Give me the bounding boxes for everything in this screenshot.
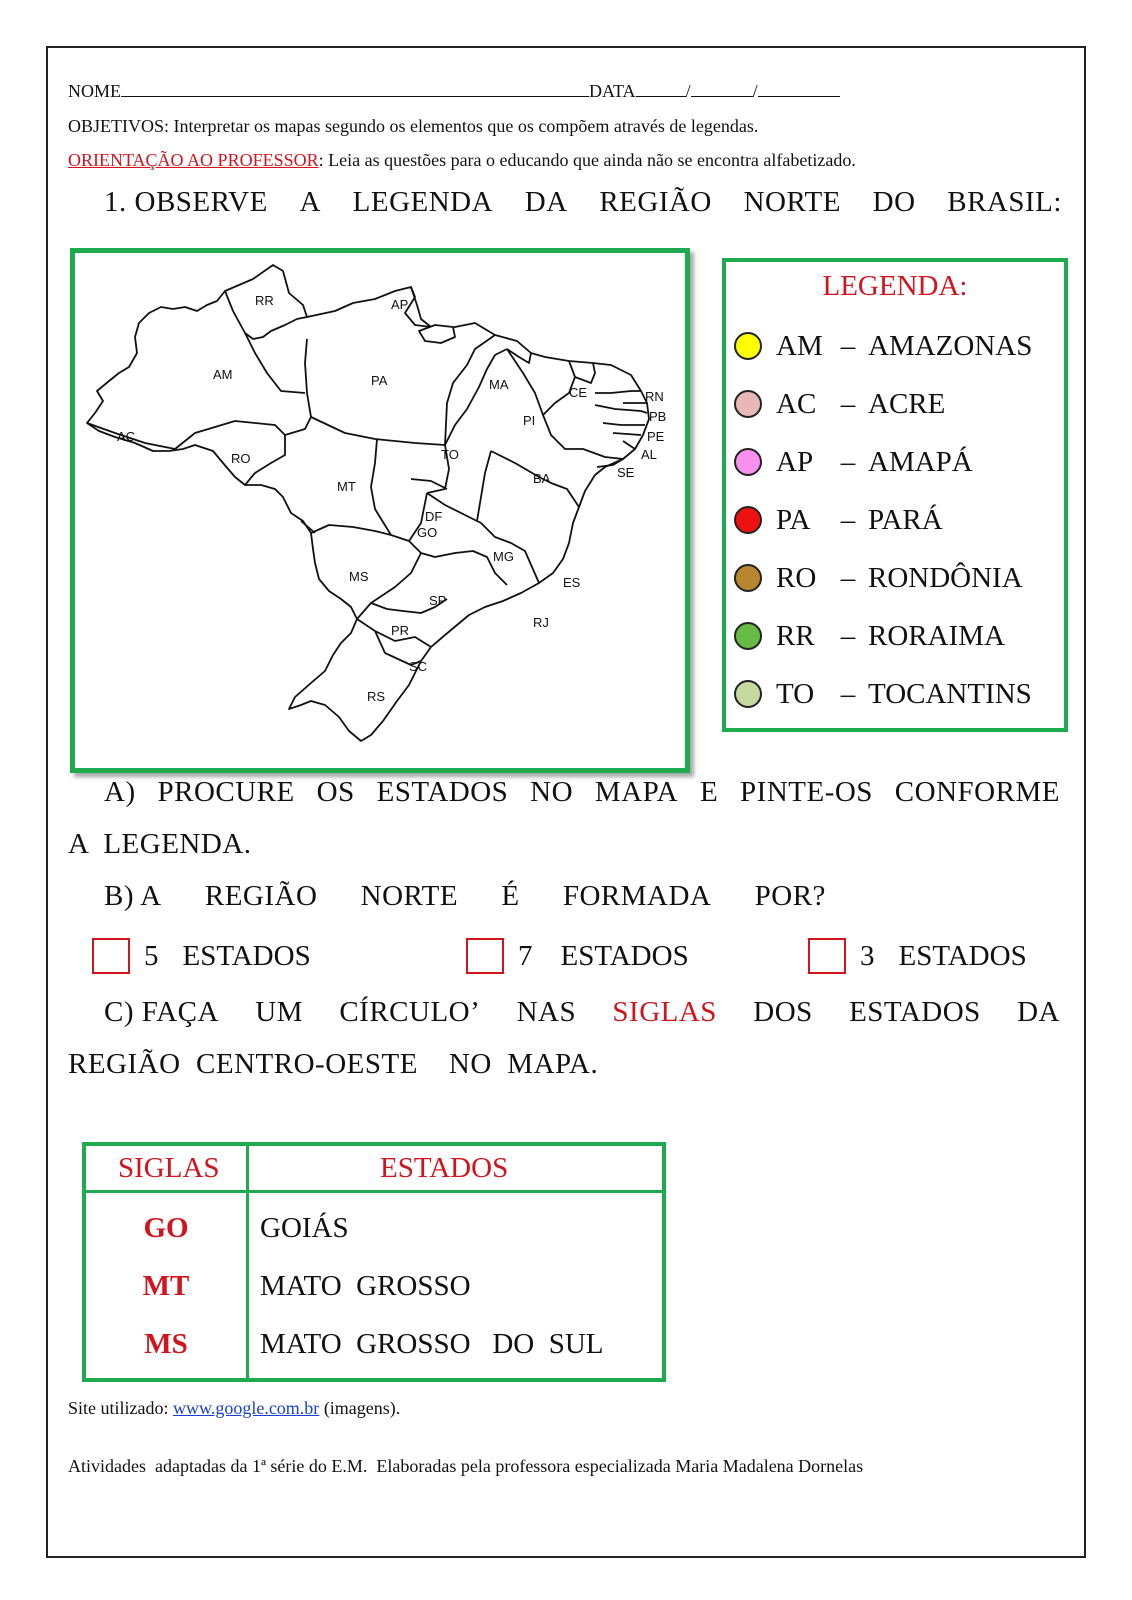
table-header-siglas: SIGLAS [118, 1152, 220, 1184]
brown-circle-icon [734, 564, 762, 592]
legend-item-ac: AC – ACRE [734, 384, 945, 424]
pink-circle-icon [734, 390, 762, 418]
legend-item-to: TO – TOCANTINS [734, 674, 1032, 714]
magenta-circle-icon [734, 448, 762, 476]
question-a-line1: A) PROCURE OS ESTADOS NO MAPA E PINTE-OS CONFORME [104, 776, 1060, 808]
table-sigla-mt: MT [142, 1270, 190, 1302]
map-label-mt: MT [337, 479, 356, 494]
map-label-rj: RJ [533, 615, 549, 630]
brazil-map[interactable] [70, 248, 690, 773]
table-divider-horizontal [86, 1190, 662, 1193]
checkbox-7[interactable] [466, 938, 504, 974]
legend-item-am: AM – AMAZONAS [734, 326, 1032, 366]
question-a-line2: A LEGENDA. [68, 828, 252, 860]
option-3-estados[interactable]: 3 ESTADOS [808, 938, 1027, 974]
map-label-es: ES [563, 575, 581, 590]
orientacao-label: ORIENTAÇÃO AO PROFESSOR [68, 150, 319, 170]
checkbox-3[interactable] [808, 938, 846, 974]
map-label-rr: RR [255, 293, 274, 308]
checkbox-5[interactable] [92, 938, 130, 974]
table-estado-goias: GOIÁS [260, 1212, 349, 1244]
map-label-pe: PE [647, 429, 665, 444]
map-label-se: SE [617, 465, 635, 480]
option-5-estados[interactable]: 5 ESTADOS [92, 938, 311, 974]
map-label-go: GO [417, 525, 438, 540]
yellow-circle-icon [734, 332, 762, 360]
map-label-ac: AC [117, 429, 136, 444]
name-line[interactable]: NOME DATA / / [68, 80, 840, 102]
question-b: B) A REGIÃO NORTE É FORMADA POR? [104, 880, 826, 912]
map-label-ce: CE [569, 385, 588, 400]
siglas-highlight: SIGLAS [612, 996, 717, 1028]
map-label-sp: SP [429, 593, 447, 608]
map-label-mg: MG [493, 549, 514, 564]
orientacao-line: ORIENTAÇÃO AO PROFESSOR: Leia as questões para o educando que ainda não se encontra alfabetizado. [68, 150, 856, 170]
table-estado-mato-grosso: MATO GROSSO [260, 1270, 471, 1302]
green-circle-icon [734, 622, 762, 650]
map-label-df: DF [425, 509, 443, 524]
map-label-rs: RS [367, 689, 386, 704]
legend-item-pa: PA – PARÁ [734, 500, 943, 540]
table-sigla-go: GO [143, 1212, 189, 1244]
map-label-am: AM [213, 367, 233, 382]
site-credit: Site utilizado: www.google.com.br (imagens). [68, 1398, 401, 1418]
legend-item-ap: AP – AMAPÁ [734, 442, 973, 482]
light-green-circle-icon [734, 680, 762, 708]
map-label-pb: PB [649, 409, 667, 424]
map-label-ro: RO [231, 451, 251, 466]
map-label-rn: RN [645, 389, 664, 404]
map-label-ap: AP [391, 297, 409, 312]
table-header-estados: ESTADOS [380, 1152, 509, 1184]
map-label-ms: MS [349, 569, 369, 584]
question-1: 1. OBSERVE A LEGENDA DA REGIÃO NORTE DO BRASIL: [104, 186, 1062, 218]
google-link[interactable]: www.google.com.br [173, 1398, 320, 1418]
map-label-pr: PR [391, 623, 410, 638]
table-sigla-ms: MS [144, 1328, 188, 1360]
table-estado-mato-grosso-do-sul: MATO GROSSO DO SUL [260, 1328, 604, 1360]
map-label-al: AL [641, 447, 657, 462]
legend-item-rr: RR – RORAIMA [734, 616, 1005, 656]
map-label-sc: SC [409, 659, 428, 674]
question-c-line2: REGIÃO CENTRO-OESTE NO MAPA. [68, 1048, 599, 1080]
legend-title: LEGENDA: [822, 270, 968, 302]
table-divider-vertical [246, 1146, 249, 1378]
question-c-line1: C) FAÇA UM CÍRCULO’ NAS SIGLAS DOS ESTADOS DA [104, 996, 1060, 1028]
red-circle-icon [734, 506, 762, 534]
credits-line: Atividades adaptadas da 1ª série do E.M. Elaboradas pela professora especializada Maria Madalena Dornelas [68, 1456, 864, 1476]
map-label-pa: PA [371, 373, 388, 388]
map-label-ma: MA [489, 377, 509, 392]
map-label-ba: BA [533, 471, 551, 486]
objetivos-line: OBJETIVOS: Interpretar os mapas segundo os elementos que os compõem através de legendas. [68, 116, 759, 136]
siglas-table [82, 1142, 666, 1382]
legend-box [722, 258, 1068, 732]
map-label-to: TO [441, 447, 459, 462]
brazil-map-drawing [75, 253, 685, 768]
option-7-estados[interactable]: 7 ESTADOS [466, 938, 689, 974]
legend-item-ro: RO – RONDÔNIA [734, 558, 1023, 598]
map-label-pi: PI [523, 413, 536, 428]
